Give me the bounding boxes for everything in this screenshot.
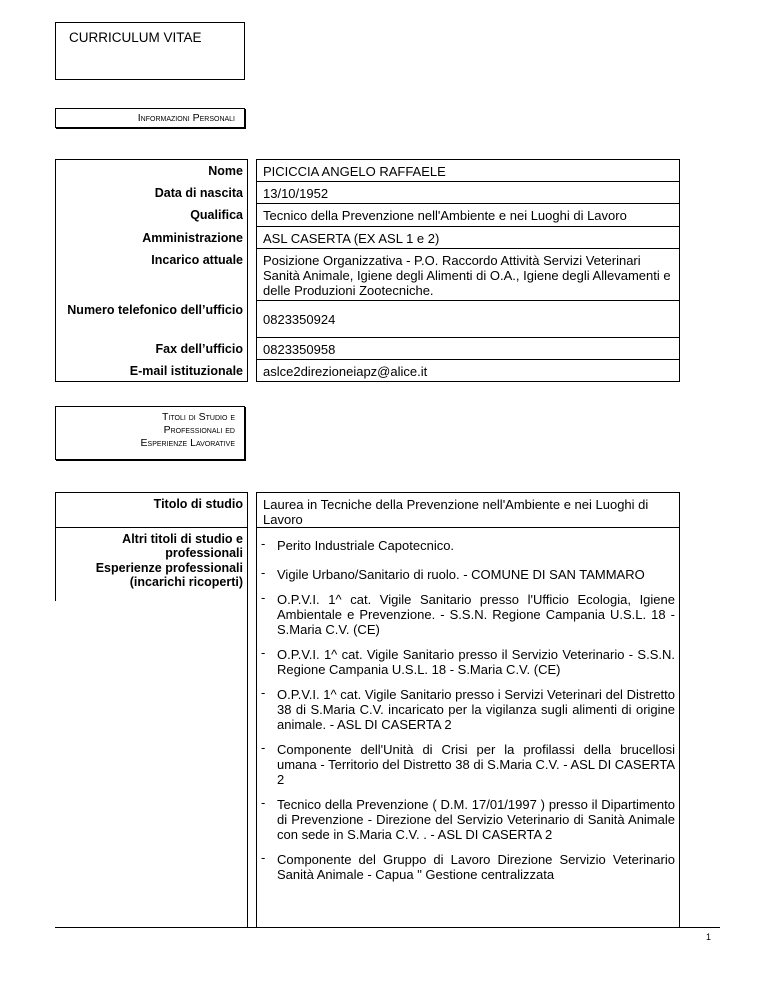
label-esperienze: Esperienze professionali (incarichi ricoperti) bbox=[55, 561, 248, 601]
list-item bbox=[257, 567, 679, 582]
bullet-dash: - bbox=[261, 795, 266, 810]
esperienza-item: Vigile Urbano/Sanitario di ruolo. - COMUNE DI SAN TAMMARO bbox=[277, 567, 645, 582]
esperienza-item: O.P.V.I. 1^ cat. Vigile Sanitario presso l'Ufficio Ecologia, Igiene Ambientale e Prevenzione. - S.S.N. Regione Campania U.S.L. 18 - S.Maria C.V. (CE) bbox=[277, 592, 675, 637]
esperienza-item: Componente del Gruppo di Lavoro Direzione Servizio Veterinario Sanità Animale - Capua " Gestione centralizzata bbox=[277, 852, 675, 882]
value-amministrazione: ASL CASERTA (EX ASL 1 e 2) bbox=[256, 226, 680, 248]
label-email: E-mail istituzionale bbox=[55, 359, 248, 382]
label-qualifica: Qualifica bbox=[55, 203, 248, 226]
value-incarico: Posizione Organizzativa - P.O. Raccordo Attività Servizi Veterinari Sanità Animale, Igiene degli Alimenti di O.A., Igiene degli Allevamenti e delle Produzioni Zootecniche. bbox=[256, 248, 680, 300]
section-titoli-line3: Esperienze Lavorative bbox=[140, 437, 235, 449]
list-item bbox=[257, 687, 679, 732]
value-data-nascita: 13/10/1952 bbox=[256, 181, 680, 203]
label-fax: Fax dell’ufficio bbox=[55, 337, 248, 359]
bullet-dash: - bbox=[261, 645, 266, 660]
value-fax: 0823350958 bbox=[256, 337, 680, 359]
value-qualifica: Tecnico della Prevenzione nell'Ambiente e nei Luoghi di Lavoro bbox=[256, 203, 680, 226]
label-altri-titoli: Altri titoli di studio e professionali bbox=[55, 528, 248, 562]
bullet-dash: - bbox=[261, 565, 266, 580]
value-nome: PICICCIA ANGELO RAFFAELE bbox=[256, 159, 680, 181]
list-item bbox=[257, 538, 679, 553]
list-item bbox=[257, 647, 679, 677]
value-telefono: 0823350924 bbox=[256, 300, 680, 337]
section-titoli-line1: Titoli di Studio e bbox=[162, 411, 235, 423]
list-item bbox=[257, 797, 679, 842]
list-item bbox=[257, 592, 679, 637]
page-number: 1 bbox=[706, 932, 712, 942]
bullet-dash: - bbox=[261, 740, 266, 755]
cv-title: CURRICULUM VITAE bbox=[55, 22, 245, 80]
esperienza-item: O.P.V.I. 1^ cat. Vigile Sanitario presso il Servizio Veterinario - S.S.N. Regione Campania U.S.L. 18 - S.Maria C.V. (CE) bbox=[277, 647, 675, 677]
esperienza-item: O.P.V.I. 1^ cat. Vigile Sanitario presso i Servizi Veterinari del Distretto 38 di S.Maria C.V. incaricato per la vigilanza sugli alimenti di origine animale. - ASL DI CASERTA 2 bbox=[277, 687, 675, 732]
bullet-dash: - bbox=[261, 536, 266, 551]
label-nome: Nome bbox=[55, 159, 248, 181]
esperienza-item: Tecnico della Prevenzione ( D.M. 17/01/1997 ) presso il Dipartimento di Prevenzione - Direzione del Servizio Veterinario di Sanità Animale con sede in S.Maria C.V. . - ASL DI CASERTA 2 bbox=[277, 797, 675, 842]
bullet-dash: - bbox=[261, 850, 266, 865]
label-data-nascita: Data di nascita bbox=[55, 181, 248, 203]
section-titoli-line2: Professionali ed bbox=[163, 424, 235, 436]
esperienza-item: Componente dell'Unità di Crisi per la profilassi della brucellosi umana - Territorio del Distretto 38 di S.Maria C.V. - ASL DI CASERTA 2 bbox=[277, 742, 675, 787]
label-amministrazione: Amministrazione bbox=[55, 226, 248, 248]
list-item bbox=[257, 742, 679, 787]
section-titoli bbox=[55, 406, 245, 460]
value-email[interactable]: aslce2direzioneiapz@alice.it bbox=[256, 359, 680, 382]
value-titolo-studio: Laurea in Tecniche della Prevenzione nell'Ambiente e nei Luoghi di Lavoro bbox=[256, 492, 680, 528]
altri-titoli-item: Perito Industriale Capotecnico. bbox=[277, 538, 455, 553]
footer-divider bbox=[55, 927, 720, 928]
experience-list bbox=[256, 528, 680, 927]
label-telefono: Numero telefonico dell’ufficio bbox=[55, 300, 248, 337]
bullet-dash: - bbox=[261, 590, 266, 605]
section-personal-info: Informazioni Personali bbox=[55, 108, 245, 128]
bullet-dash: - bbox=[261, 685, 266, 700]
list-item bbox=[257, 852, 679, 882]
label-incarico: Incarico attuale bbox=[55, 248, 248, 300]
label-titolo-studio: Titolo di studio bbox=[55, 492, 248, 528]
